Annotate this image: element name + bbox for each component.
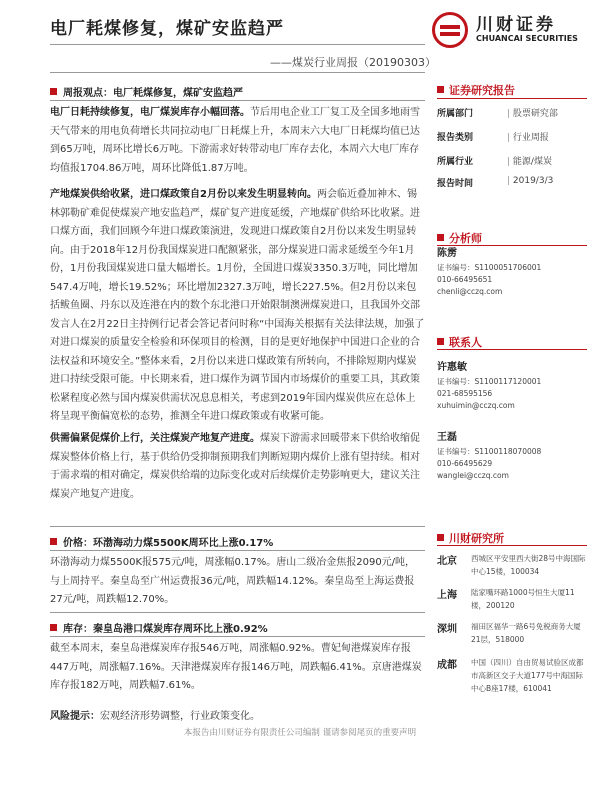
stock-heading: 库存：秦皇岛港口煤炭库存周环比上涨0.92%: [50, 620, 425, 635]
analyst-card: [437, 246, 587, 298]
contact-email[interactable]: xuhuimin@cczq.com: [437, 401, 515, 410]
office-address: 陆家嘴环路1000号恒生大厦11楼，200120: [471, 588, 575, 610]
company-logo: [432, 10, 582, 50]
office-city: 北京: [437, 556, 457, 567]
square-bullet-icon: [437, 234, 444, 241]
office-city: 深圳: [437, 624, 457, 635]
institute-heading: 川财研究所: [437, 530, 587, 546]
analyst-phone: 010-66495651: [437, 275, 493, 284]
paragraph-price-outlook: [50, 430, 425, 504]
contact-name: 王磊: [437, 432, 457, 443]
paragraph-supply: [50, 186, 425, 427]
square-bullet-icon: [50, 624, 57, 631]
price-heading: 价格：环渤海动力煤5500K周环比上涨0.17%: [50, 534, 425, 549]
paragraph-power-plant: [50, 104, 425, 178]
section-divider: [50, 100, 425, 101]
paragraph-price: [50, 554, 425, 610]
paragraph-body: 煤炭下游需求回暖带来下供给收缩促煤炭整体价格上行，基于供给仍受抑制预期我们判断短期内煤价上涨有望持续。相对于需求端的相对确定，煤炭供给端的边际变化或对后续煤价走势影响更大，建议关注煤炭产地复产进度。: [50, 433, 420, 500]
paragraph-lead: 产地煤炭供给收紧，进口煤政策自2月份以来发生明显转向。: [50, 189, 317, 200]
paragraph-body: 环渤海动力煤5500K报575元/吨，周涨幅0.17%。唐山二级冶金焦报2090元/吨，与上周持平。秦皇岛至广州运费报36元/吨，周跌幅14.12%。秦皇岛至上海运费报27元/吨，周跌幅12.70%。: [50, 557, 416, 605]
paragraph-body: 节后用电企业工厂复工及全国多地雨雪天气带来的用电负荷增长共同拉动电厂日耗煤上升，本周末六大电厂日耗煤均值已达到65万吨，周环比增长6万吨。下游需求好转带动电厂库存去化，本周六大电厂库存均值报1704.86万吨，周环比降低1.87万吨。: [50, 107, 420, 174]
section-divider: [50, 550, 425, 551]
risk-body: 宏观经济形势调整，行业政策变化。: [100, 711, 260, 722]
contact-phone: 021-68595156: [437, 389, 493, 398]
office-address: 中国（四川）自由贸易试验区成都市高新区交子大道177号中海国际中心B座17楼，610041: [471, 658, 584, 693]
sidebar-divider: [437, 349, 587, 350]
square-bullet-icon: [50, 88, 57, 95]
sidebar-divider: [437, 98, 587, 99]
analyst-cert: 证书编号：S1100051706001: [437, 263, 542, 272]
square-bullet-icon: [437, 86, 444, 93]
office-city: 上海: [437, 590, 457, 601]
contact-phone: 010-66495629: [437, 459, 493, 468]
section-divider: [50, 526, 425, 527]
square-bullet-icon: [437, 534, 444, 541]
report-title: 电厂耗煤修复，煤矿安监趋严: [50, 19, 284, 39]
square-bullet-icon: [437, 338, 444, 345]
page-footer: 本报告由川财证券有限责任公司编制 谨请参阅尾页的重要声明: [183, 728, 417, 738]
title-divider: [50, 44, 425, 45]
contact-cert: 证书编号：S1100118070008: [437, 447, 542, 456]
viewpoint-heading: 周报观点：电厂耗煤修复，煤矿安监趋严: [50, 84, 425, 99]
report-subtitle: ——煤炭行业周报（20190303）: [270, 56, 436, 69]
contact-card: [437, 360, 587, 412]
report-info-heading: 证券研究报告: [437, 82, 587, 98]
risk-warning: [50, 708, 425, 727]
section-divider: [50, 612, 425, 613]
square-bullet-icon: [50, 538, 57, 545]
analyst-heading: 分析师: [437, 230, 587, 246]
contact-cert: 证书编号：S1100117120001: [437, 377, 542, 386]
contact-email[interactable]: wanglei@cczq.com: [437, 471, 509, 480]
subtitle-divider: [50, 72, 425, 73]
risk-lead: 风险提示：: [50, 711, 100, 722]
analyst-name: 陈雳: [437, 248, 457, 259]
office-address: 福田区福华一路6号免税商务大厦21层，518000: [471, 622, 581, 644]
contact-heading: 联系人: [437, 334, 587, 350]
contact-name: 许惠敏: [437, 362, 467, 373]
analyst-email[interactable]: chenli@cczq.com: [437, 287, 503, 296]
paragraph-body: 两会临近叠加神木、锡林郭勒矿难促使煤炭产地安监趋严，煤矿复产进度延缓，产地煤矿供给环比收紧。进口煤方面，我们回顾今年进口煤政策演进，发现进口煤政策自2月份以来发生明显转向。由于2018年12月份我国煤炭进口配额紧张，部分煤炭进口需求延缓至今年1月份，1月份我国煤炭进口量大幅增长。1月份，全国进口煤炭3350.3万吨，同比增加547.4万吨，增长19.52%；环比增加2327.3万吨，增长227.5%。但2月份以来包括鲅鱼圈、丹东以及连港在内的数个东北港口开始限制澳洲煤炭进口，且我国外交部发言人在2月22日主持例行记者会答记者问时称“中国海关根据有关法律法规，加强了对进口煤炭的质量安全检验和环保项目的检测，目的是更好地保护中国进口企业的合法权益和环境安全。”整体来看，2月份以来进口煤政策有所转向，不排除短期内煤炭进口持续受限可能。中长期来看，进口煤作为调节国内市场煤价的重要工具，其政策松紧程度必然与国内煤炭供需状况息息相关，考虑到2019年国内煤炭供应在总体上将呈现平衡偏宽松的态势，推测全年进口煤政策或有收紧可能。: [50, 189, 425, 422]
contact-card: [437, 430, 587, 482]
paragraph-lead: 电厂日耗持续修复，电厂煤炭库存小幅回落。: [50, 107, 250, 118]
section-divider: [50, 636, 425, 637]
paragraph-body: 截至本周末，秦皇岛港煤炭库存报546万吨，周涨幅0.92%。曹妃甸港煤炭库存报447万吨，周涨幅7.16%。天津港煤炭库存报146万吨，周跌幅6.41%。京唐港煤炭库存报182万吨，周跌幅7.61%。: [50, 643, 422, 691]
paragraph-lead: 供需偏紧促煤价上行，关注煤炭产地复产进度。: [50, 433, 260, 444]
sidebar-divider: [437, 545, 587, 546]
office-city: 成都: [437, 660, 457, 671]
paragraph-stock: [50, 640, 425, 696]
office-address: 西城区平安里西大街28号中海国际中心15楼，100034: [471, 554, 586, 576]
logo-chinese-name: 川财证券: [476, 15, 556, 35]
logo-mark-icon: [432, 12, 468, 48]
logo-english-name: CHUANCAI SECURITIES: [476, 34, 578, 43]
